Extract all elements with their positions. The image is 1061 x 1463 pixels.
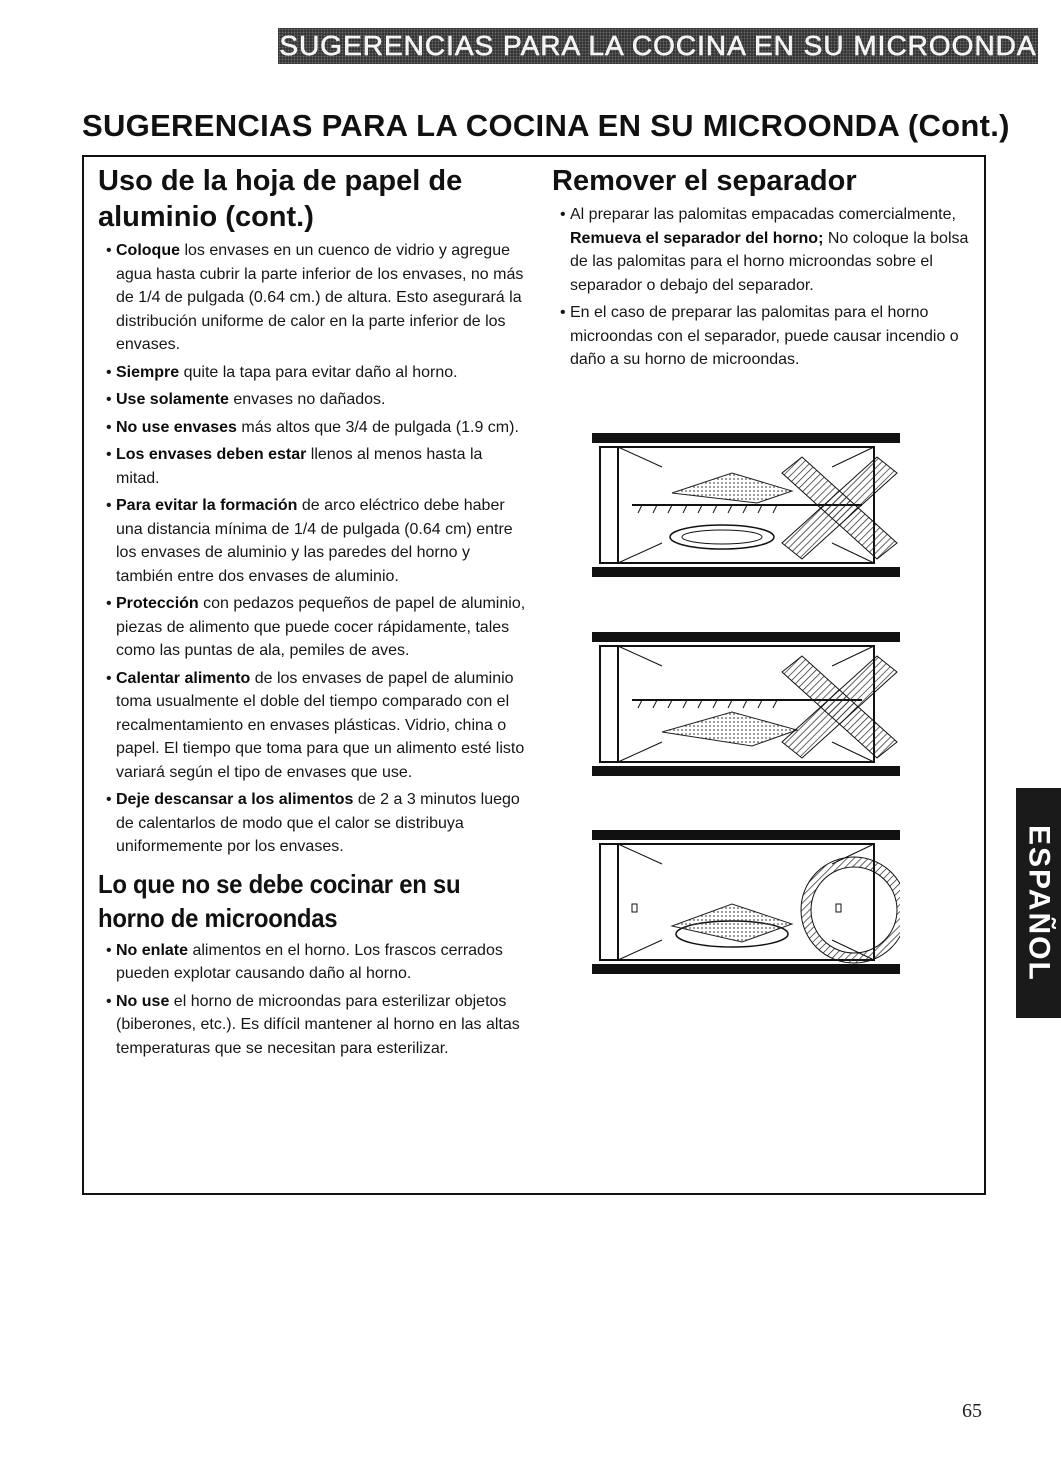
list-item: • Siempre quite la tapa para evitar daño al horno. — [98, 361, 528, 385]
section-heading-no-cocinar — [98, 867, 494, 935]
heading-line: aluminio (cont.) — [98, 201, 314, 233]
section-heading-separador: Remover el separador — [552, 165, 857, 197]
language-side-tab — [1016, 788, 1061, 1018]
list-item: • Deje descansar a los alimentos de 2 a 3 minutos luego de calentarlos de modo que el calor se distribuya uniformemente por los envases. — [98, 788, 528, 859]
page-number: 65 — [962, 1400, 982, 1422]
page-title: SUGERENCIAS PARA LA COCINA EN SU MICROONDA (Cont.) — [82, 108, 1010, 143]
list-item: • Coloque los envases en un cuenco de vidrio y agregue agua hasta cubrir la parte inferior de los envases, no más de 1/4 de pulgada (0.64 cm.) de altura. Esto asegurará la distribución uniforme de calor en la parte inferior de los envases. — [98, 239, 528, 357]
left-column — [98, 163, 528, 1064]
list-item: • Calentar alimento de los envases de papel de aluminio toma usualmente el doble del tiempo comparado con el recalmentamiento en envases plásticas. Vidrio, china o papel. El tiempo que toma para que un alimento esté listo variará según el tipo de envases que use. — [98, 667, 528, 785]
list-item: • En el caso de preparar las palomitas para el horno microondas con el separador, puede causar incendio o daño a su horno de microondas. — [552, 301, 972, 372]
illustration-popcorn-under-rack-crossed — [592, 632, 900, 776]
illustration-popcorn-no-rack-ok — [592, 830, 900, 974]
separador-list — [552, 203, 972, 372]
list-item: • No use el horno de microondas para esterilizar objetos (biberones, etc.). Es difícil mantener al horno en las altas temperaturas que se necesitan para esterilizar. — [98, 990, 528, 1061]
aluminio-list — [98, 239, 528, 859]
section-heading-aluminio — [98, 163, 528, 235]
illustration-popcorn-on-rack-crossed — [592, 433, 900, 577]
list-item: • Los envases deben estar llenos al menos hasta la mitad. — [98, 443, 528, 490]
list-item: • No use envases más altos que 3/4 de pulgada (1.9 cm). — [98, 416, 528, 440]
list-item: • No enlate alimentos en el horno. Los frascos cerrados pueden explotar causando daño al horno. — [98, 939, 528, 986]
no-cocinar-list — [98, 939, 528, 1061]
side-tab-label: ESPAÑOL — [1022, 824, 1056, 982]
header-banner — [278, 28, 1038, 64]
list-item: • Para evitar la formación de arco eléctrico debe haber una distancia mínima de 1/4 de pulgada (0.64 cm) entre los envases de aluminio y las paredes del horno y también entre dos envases de aluminio. — [98, 494, 528, 588]
heading-line: Lo que no se debe cocinar en su — [98, 868, 461, 899]
heading-line: horno de microondas — [98, 902, 338, 933]
banner-text: SUGERENCIAS PARA LA COCINA EN SU MICROONDA — [279, 30, 1037, 61]
right-column — [552, 163, 972, 376]
list-item: • Al preparar las palomitas empacadas comercialmente, Remueva el separador del horno; No coloque la bolsa de las palomitas para el horno microondas sobre el separador o debajo del separador. — [552, 203, 972, 297]
list-item: • Use solamente envases no dañados. — [98, 388, 528, 412]
list-item: • Protección con pedazos pequeños de papel de aluminio, piezas de alimento que puede cocer rápidamente, tales como las puntas de ala, pemiles de aves. — [98, 592, 528, 663]
heading-line: Uso de la hoja de papel de — [98, 165, 463, 197]
